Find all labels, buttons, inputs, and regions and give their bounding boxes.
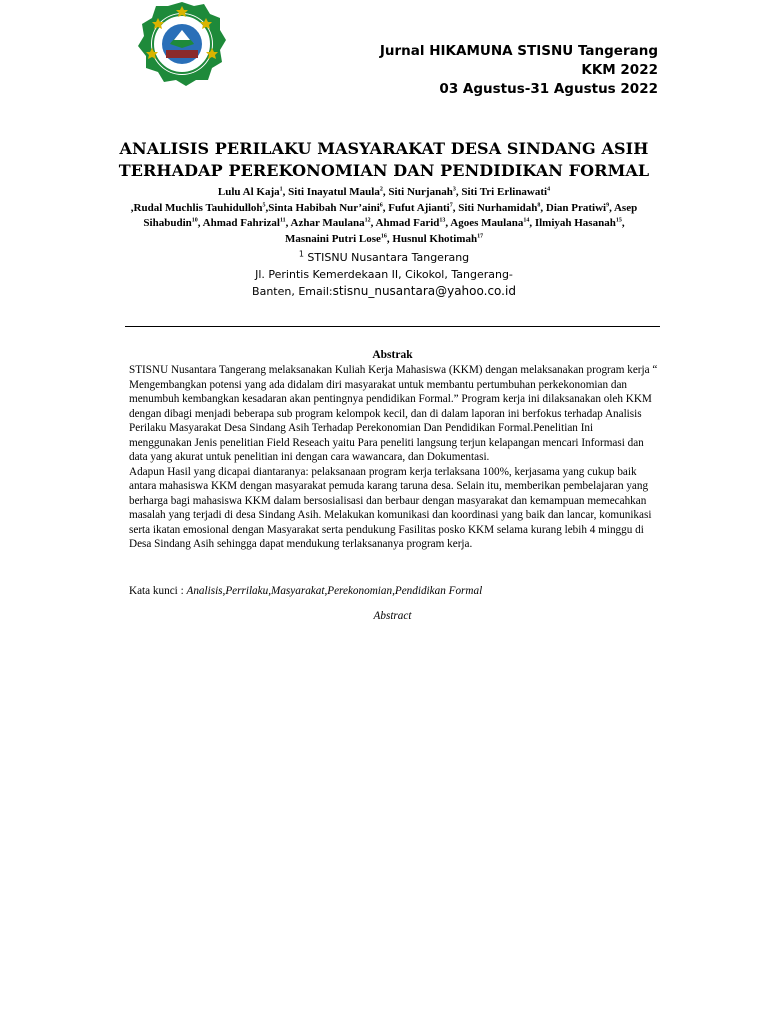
author-affiliation-sup: 3 bbox=[452, 186, 456, 193]
author-name: Siti Tri Erlinawati bbox=[461, 186, 548, 198]
keywords bbox=[129, 584, 658, 598]
institution-name: STISNU Nusantara Tangerang bbox=[307, 251, 470, 264]
author-affiliation-sup: 15 bbox=[615, 217, 622, 224]
keywords-list: Analisis,Perrilaku,Masyarakat,Perekonomian,Pendidikan Formal bbox=[186, 585, 483, 597]
author-affiliation-sup: 6 bbox=[379, 201, 383, 208]
author-name: Dian Pratiwi bbox=[545, 201, 607, 214]
keywords-label: Kata kunci : bbox=[129, 585, 187, 597]
author-name: Ahmad Farid bbox=[375, 217, 440, 229]
author-affiliation-sup: 13 bbox=[439, 217, 446, 224]
stisnu-seal-icon bbox=[127, 0, 237, 88]
title-line-2: TERHADAP PEREKONOMIAN DAN PENDIDIKAN FORMAL bbox=[118, 161, 650, 180]
program-name: KKM 2022 bbox=[581, 62, 658, 78]
author-name: Azhar Maulana bbox=[290, 217, 365, 229]
author-name: ,Rudal Muchlis Tauhidulloh bbox=[130, 201, 263, 214]
author-affiliation-sup: 10 bbox=[191, 217, 198, 224]
author-affiliation-sup: 14 bbox=[523, 217, 530, 224]
journal-name: Jurnal HIKAMUNA STISNU Tangerang bbox=[379, 43, 658, 59]
author-affiliation-sup: 5 bbox=[262, 201, 266, 208]
journal-header bbox=[380, 42, 658, 99]
author-name: Asep Sihabudin bbox=[143, 201, 638, 229]
author-name: Sinta Habibah Nur’aini bbox=[268, 201, 380, 214]
author-affiliation-sup: 9 bbox=[606, 201, 610, 208]
author-name: Lulu Al Kaja bbox=[217, 186, 280, 198]
abstrak-body bbox=[129, 363, 658, 552]
affiliation-sup: 1 bbox=[298, 249, 304, 259]
institution-address: Jl. Perintis Kemerdekaan II, Cikokol, Tangerang- bbox=[255, 268, 513, 281]
author-affiliation-sup: 1 bbox=[279, 186, 283, 193]
author-name: Ilmiyah Hasanah bbox=[534, 217, 616, 229]
section-divider bbox=[125, 326, 660, 327]
abstrak-heading: Abstrak bbox=[372, 349, 413, 361]
abstrak-paragraph-1: STISNU Nusantara Tangerang melaksanakan Kuliah Kerja Mahasiswa (KKM) dengan melaksanakan program kerja “ Mengembangkan potensi yang ada didalam diri masyarakat untuk membantu pertumbuhan perkekonomian dan menumbuh kembangkan kesadaran akan pentingnya pendidikan Formal.” Program kerja ini dilaksanakan oleh KKM dengan dibagi menjadi beberapa sub program kelompok kecil, dan di dalam laporan ini berfokus terhadap Analisis Perilaku Masyarakat Desa Sindang Asih Terhadap Perekonomian Dan Pendidikan Formal.Penelitian Ini menggunakan Jenis penelitian Field Reseach yaitu Para peneliti langsung terjun kelapangan mencari Informasi dan data yang akurat untuk penelitian ini dengan cara wawancara, dan Dokumentasi. bbox=[129, 364, 658, 463]
author-name: Husnul Khotimah bbox=[392, 232, 478, 245]
abstrak-paragraph-2: Adapun Hasil yang dicapai diantaranya: pelaksanaan program kerja terlaksana 100%, kerjasama yang cukup baik antara mahasiswa KKM dengan masyarakat pemuda karang taruna desa. Selain itu, memberikan pembelajaran yang berharga bagi mahasiswa KKM dalam bersosialisasi dan berbaur dengan masyarakat dan kemampuan memecahkan masalah yang terjadi di desa Sindang Asih. Melakukan komunikasi dan koordinasi yang baik dan lancar, komunikasi serta ikatan emosional dengan Masyarakat serta pendukung Fasilitas posko KKM selama kurang lebih 4 minggu di Desa Sindang Asih sehingga dapat mendukung terlaksananya program kerja. bbox=[129, 465, 652, 550]
author-affiliation-sup: 2 bbox=[379, 186, 383, 193]
author-affiliation-sup: 16 bbox=[380, 232, 387, 239]
author-affiliation-sup: 7 bbox=[449, 201, 453, 208]
author-name: Agoes Maulana bbox=[450, 217, 524, 229]
author-affiliation-sup: 17 bbox=[477, 232, 484, 239]
author-affiliation-sup: 4 bbox=[547, 186, 551, 193]
author-list: Lulu Al Kaja$^1$, Siti Inayatul Maula$^2$, Siti Nurjanah$^3$, Siti Tri Erlinawati$^4$ ,Rudal Muchlis Tauhidulloh$^5$,Sinta Habibah Nur’aini$^6$, Fufut Ajianti$^7$, Siti Nurhamidah$^8$, Dian Pratiwi$^9$, Asep Sihabudin$^{10}$, Ahmad Fahrizal$^{11}$, Azhar Maulana$^{12}$, Ahmad Farid$^{13}$, Agoes Maulana$^{14}$, Ilmiyah Hasanah$^{15}$, Masnaini Putri Lose$^{16}$, Husnul Khotimah$^{17}$ bbox=[130, 186, 638, 245]
journal-logo bbox=[127, 0, 237, 88]
affiliation bbox=[200, 249, 568, 300]
journal-dates: 03 Agustus-31 Agustus 2022 bbox=[439, 81, 658, 97]
email-address: stisnu_nusantara@yahoo.co.id bbox=[332, 284, 516, 298]
author-name: Fufut Ajianti bbox=[388, 201, 450, 214]
author-name: Siti Inayatul Maula bbox=[288, 186, 380, 198]
paper-title bbox=[60, 138, 708, 182]
title-line-1: ANALISIS PERILAKU MASYARAKAT DESA SINDANG ASIH bbox=[119, 139, 649, 158]
author-name: Ahmad Fahrizal bbox=[202, 217, 280, 229]
author-name: Masnaini Putri Lose bbox=[284, 232, 381, 245]
author-name: Siti Nurhamidah bbox=[458, 201, 538, 214]
author-affiliation-sup: 8 bbox=[537, 201, 541, 208]
author-affiliation-sup: 12 bbox=[364, 217, 371, 224]
abstract-heading: Abstract bbox=[373, 610, 412, 622]
author-name: Siti Nurjanah bbox=[388, 186, 453, 198]
author-affiliation-sup: 11 bbox=[279, 217, 286, 224]
address-line-2: Banten, Email: bbox=[252, 285, 333, 298]
